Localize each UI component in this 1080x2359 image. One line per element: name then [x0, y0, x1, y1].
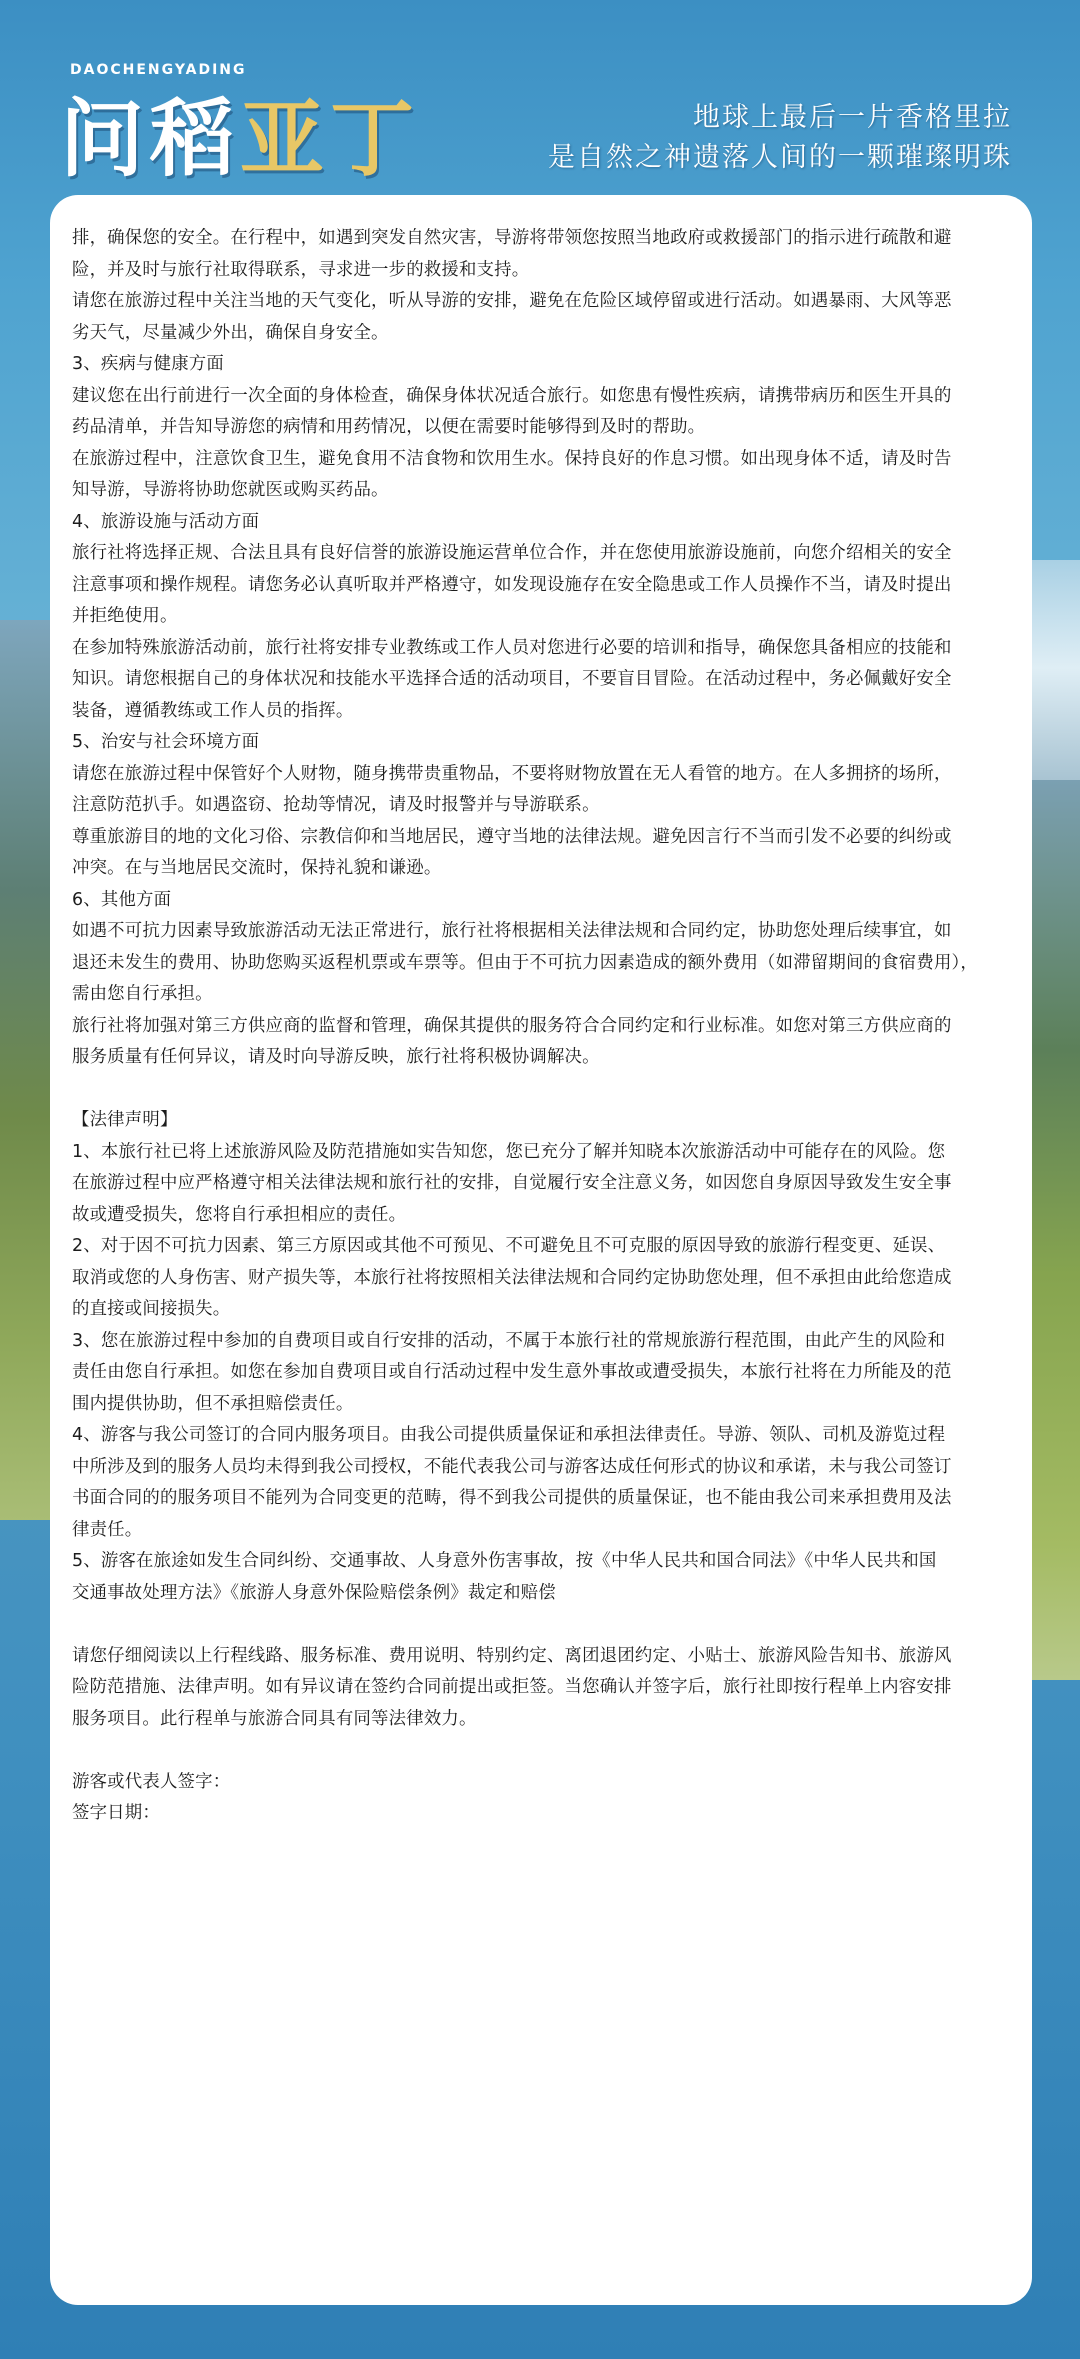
blank-line [72, 1735, 1014, 1767]
text-line: 排，确保您的安全。在行程中，如遇到突发自然灾害，导游将带领您按照当地政府或救援部门的指示进行疏散和避 [72, 228, 952, 248]
text-line: 3、您在旅游过程中参加的自费项目或自行安排的活动，不属于本旅行社的常规旅游行程范围，由此产生的风险和 [72, 1330, 946, 1351]
text-line: 在参加特殊旅游活动前，旅行社将安排专业教练或工作人员对您进行必要的培训和指导，确保您具备相应的技能和 [72, 637, 952, 658]
text-line: 劣天气，尽量减少外出，确保自身安全。 [72, 322, 389, 343]
section-heading: 【法律声明】 [72, 1110, 178, 1130]
text-line: 旅行社将加强对第三方供应商的监督和管理，确保其提供的服务符合合同约定和行业标准。如您对第三方供应商的 [72, 1015, 952, 1036]
text-line: 4、游客与我公司签订的合同内服务项目。由我公司提供质量保证和承担法律责任。导游、领队、司机及游览过程 [72, 1425, 946, 1445]
slogan [548, 98, 1012, 178]
text-line: 1、本旅行社已将上述旅游风险及防范措施如实告知您，您已充分了解并知晓本次旅游活动中可能存在的风险。您 [72, 1141, 946, 1162]
text-line: 险，并及时与旅行社取得联系，寻求进一步的救援和支持。 [72, 259, 530, 280]
brand-english-name: DAOCHENGYADING [70, 62, 247, 78]
slogan-line-1: 地球上最后一片香格里拉 [693, 102, 1012, 133]
section-heading: 5、治安与社会环境方面 [72, 732, 260, 752]
text-line: 服务质量有任何异议，请及时向导游反映，旅行社将积极协调解决。 [72, 1047, 600, 1067]
section-heading: 4、旅游设施与活动方面 [72, 511, 260, 532]
text-line: 尊重旅游目的地的文化习俗、宗教信仰和当地居民，遵守当地的法律法规。避免因言行不当而引发不必要的纠纷或 [72, 826, 952, 847]
text-line: 服务项目。此行程单与旅游合同具有同等法律效力。 [72, 1708, 477, 1729]
text-line: 险防范措施、法律声明。如有异议请在签约合同前提出或拒签。当您确认并签字后，旅行社即按行程单上内容安排 [72, 1677, 952, 1697]
text-line: 退还未发生的费用、协助您购买返程机票或车票等。但由于不可抗力因素造成的额外费用（如滞留期间的食宿费用）， [72, 952, 979, 973]
text-line: 请您在旅游过程中关注当地的天气变化，听从导游的安排，避免在危险区域停留或进行活动。如遇暴雨、大风等恶 [72, 291, 952, 311]
text-line: 交通事故处理方法》《旅游人身意外保险赔偿条例》裁定和赔偿 [72, 1582, 556, 1603]
text-line: 请您仔细阅读以上行程线路、服务标准、费用说明、特别约定、离团退团约定、小贴士、旅游风险告知书、旅游风 [72, 1645, 952, 1666]
text-line: 书面合同的的服务项目不能列为合同变更的范畴，得不到我公司提供的质量保证，也不能由我公司来承担费用及法 [72, 1488, 952, 1508]
text-line: 药品清单，并告知导游您的病情和用药情况，以便在需要时能够得到及时的帮助。 [72, 417, 706, 437]
text-line: 游客或代表人签字： [72, 1771, 231, 1792]
page-header [0, 0, 1080, 190]
text-line: 中所涉及到的服务人员均未得到我公司授权，不能代表我公司与游客达成任何形式的协议和承诺，未与我公司签订 [72, 1456, 952, 1477]
section-heading: 6、其他方面 [72, 889, 172, 910]
text-line: 在旅游过程中应严格遵守相关法律法规和旅行社的安排，自觉履行安全注意义务，如因您自身原因导致发生安全事 [72, 1173, 952, 1193]
content-panel [50, 195, 1032, 2305]
text-line: 责任由您自行承担。如您在参加自费项目或自行活动过程中发生意外事故或遭受损失，本旅行社将在力所能及的范 [72, 1362, 952, 1382]
brand-logo-text [60, 72, 420, 193]
brand-logo-main: 问稻 [60, 89, 241, 188]
brand-logo-accent: 亚丁 [240, 89, 421, 188]
text-line: 的直接或间接损失。 [72, 1299, 231, 1319]
text-line: 取消或您的人身伤害、财产损失等，本旅行社将按照相关法律法规和合同约定协助您处理，但不承担由此给您造成 [72, 1267, 952, 1288]
text-line: 旅行社将选择正规、合法且具有良好信誉的旅游设施运营单位合作，并在您使用旅游设施前，向您介绍相关的安全 [72, 543, 952, 563]
slogan-line-2: 是自然之神遗落人间的一颗璀璨明珠 [548, 142, 1012, 173]
blank-line [72, 1074, 1014, 1106]
text-line: 2、对于因不可抗力因素、第三方原因或其他不可预见、不可避免且不可克服的原因导致的旅游行程变更、延误、 [72, 1236, 946, 1256]
text-line: 知导游，导游将协助您就医或购买药品。 [72, 480, 389, 500]
text-line: 注意防范扒手。如遇盗窃、抢劫等情况，请及时报警并与导游联系。 [72, 795, 600, 815]
text-line: 5、游客在旅途如发生合同纠纷、交通事故、人身意外伤害事故，按《中华人民共和国合同法》《中华人民共和国 [72, 1551, 937, 1571]
text-line: 如遇不可抗力因素导致旅游活动无法正常进行，旅行社将根据相关法律法规和合同约定，协助您处理后续事宜，如 [72, 921, 952, 941]
text-line: 并拒绝使用。 [72, 606, 178, 626]
text-line: 签字日期： [72, 1803, 160, 1823]
blank-line [72, 1609, 1014, 1641]
document-body [72, 223, 1014, 1830]
section-heading: 3、疾病与健康方面 [72, 354, 224, 374]
text-line: 建议您在出行前进行一次全面的身体检查，确保身体状况适合旅行。如您患有慢性疾病，请携带病历和医生开具的 [72, 385, 952, 406]
text-line: 律责任。 [72, 1519, 143, 1540]
text-line: 知识。请您根据自己的身体状况和技能水平选择合适的活动项目，不要盲目冒险。在活动过程中，务必佩戴好安全 [72, 669, 952, 689]
text-line: 注意事项和操作规程。请您务必认真听取并严格遵守，如发现设施存在安全隐患或工作人员操作不当，请及时提出 [72, 574, 952, 595]
text-line: 围内提供协助，但不承担赔偿责任。 [72, 1393, 354, 1414]
text-line: 冲突。在与当地居民交流时，保持礼貌和谦逊。 [72, 858, 442, 878]
text-line: 请您在旅游过程中保管好个人财物，随身携带贵重物品，不要将财物放置在无人看管的地方。在人多拥挤的场所， [72, 763, 952, 784]
text-line: 在旅游过程中，注意饮食卫生，避免食用不洁食物和饮用生水。保持良好的作息习惯。如出现身体不适，请及时告 [72, 448, 952, 469]
text-line: 装备，遵循教练或工作人员的指挥。 [72, 700, 354, 721]
text-line: 需由您自行承担。 [72, 984, 213, 1004]
text-line: 故或遭受损失，您将自行承担相应的责任。 [72, 1204, 407, 1225]
